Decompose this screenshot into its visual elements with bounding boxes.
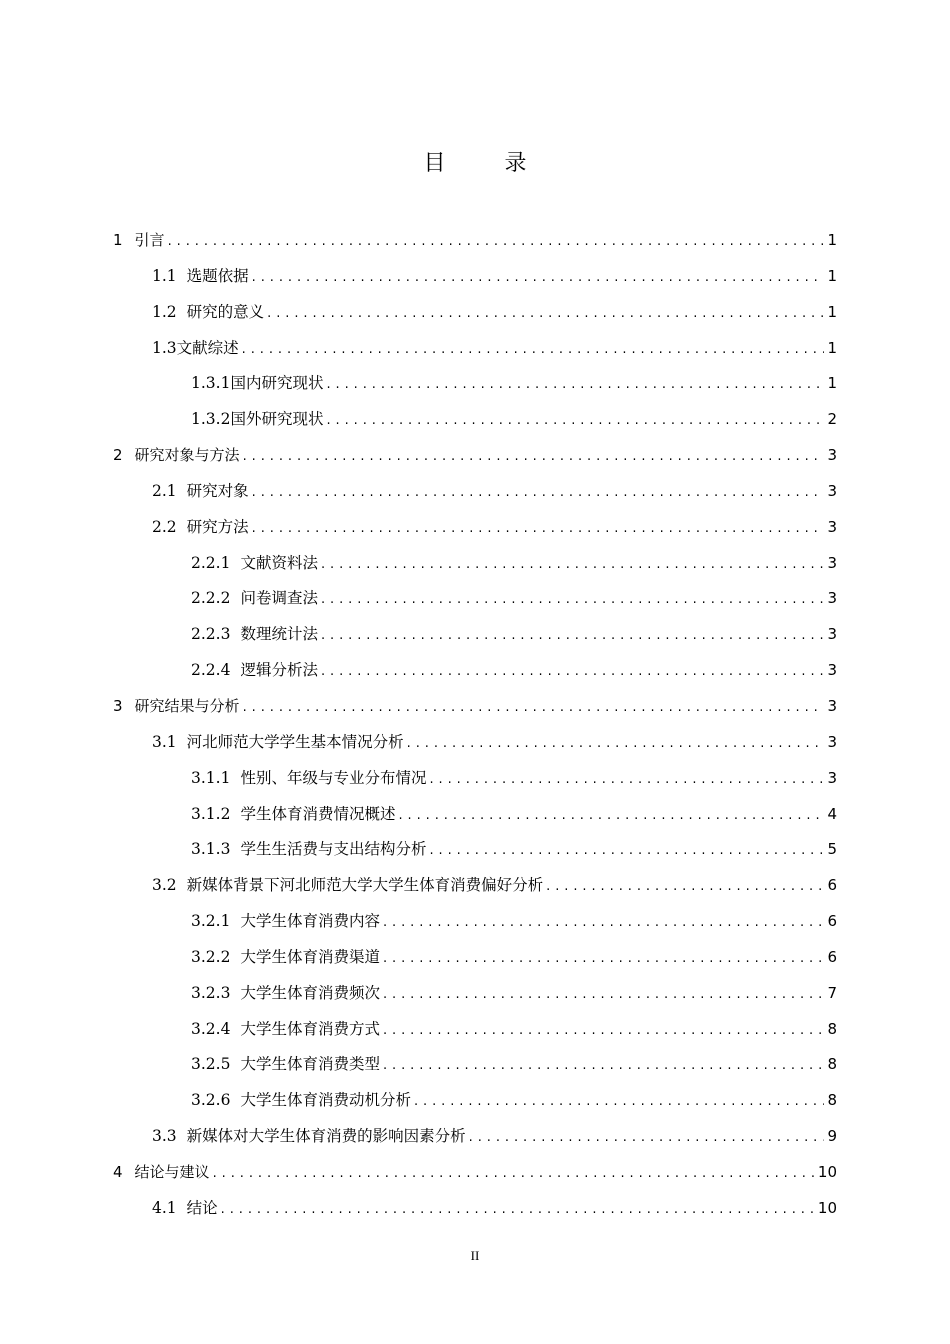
- toc-dot-leader: [252, 475, 825, 511]
- toc-dot-leader: [321, 547, 824, 583]
- toc-entry-number: 2.2.1: [191, 553, 231, 572]
- toc-dot-leader: [429, 762, 824, 798]
- toc-entry[interactable]: [113, 223, 837, 259]
- toc-entry-text: 大学生体育消费方式: [240, 1019, 380, 1038]
- toc-entry[interactable]: [113, 868, 837, 904]
- toc-entry-number: 3.1.3: [191, 840, 231, 859]
- toc-entry-text: 问卷调查法: [240, 589, 318, 608]
- toc-entry-number: 3.3: [152, 1127, 177, 1146]
- toc-entry-page: 3: [827, 481, 837, 500]
- toc-entry-label: [152, 259, 249, 295]
- toc-entry-number: 3.2.6: [191, 1091, 231, 1110]
- toc-entry-number: 4.1: [152, 1198, 177, 1217]
- toc-dot-leader: [383, 905, 824, 941]
- toc-dot-leader: [407, 726, 825, 762]
- toc-entry-label: [191, 940, 380, 976]
- toc-entry-page: 1: [827, 231, 837, 249]
- toc-entry-label: [191, 1012, 380, 1048]
- toc-dot-leader: [469, 1120, 825, 1156]
- toc-entry-page: 5: [827, 840, 837, 859]
- toc-dot-leader: [213, 1156, 815, 1192]
- toc-entry-page: 6: [827, 947, 837, 966]
- toc-entry[interactable]: [113, 546, 837, 582]
- toc-entry-number: 3.1.2: [191, 804, 231, 823]
- toc-entry-label: [191, 904, 380, 940]
- toc-entry-number: 3.2.3: [191, 983, 231, 1002]
- toc-entry-label: [152, 474, 249, 510]
- toc-entry-text: 结论与建议: [134, 1162, 210, 1181]
- toc-entry-text: 研究方法: [186, 517, 249, 536]
- toc-entry-text: 大学生体育消费渠道: [240, 947, 380, 966]
- toc-entry-label: [152, 725, 404, 761]
- toc-entry-number: 3.2.2: [191, 947, 231, 966]
- toc-entry-label: [191, 546, 318, 582]
- toc-dot-leader: [243, 439, 825, 475]
- toc-entry[interactable]: [113, 617, 837, 653]
- toc-dot-leader: [546, 869, 824, 905]
- toc-entry-page: 3: [827, 768, 837, 787]
- toc-entry-number: 1.3: [152, 338, 177, 357]
- toc-entry-label: [191, 617, 318, 653]
- toc-dot-leader: [321, 618, 824, 654]
- toc-entry-text: 新媒体对大学生体育消费的影响因素分析: [186, 1127, 466, 1146]
- toc-entry-text: 引言: [134, 231, 165, 249]
- toc-entry[interactable]: [113, 976, 837, 1012]
- toc-entry-page: 3: [827, 661, 837, 680]
- toc-entry-number: 1.3.1: [191, 374, 231, 393]
- toc-entry[interactable]: [113, 940, 837, 976]
- toc-entry-text: 数理统计法: [240, 625, 318, 644]
- toc-entry-number: 4: [113, 1162, 123, 1181]
- toc-entry-label: [152, 1191, 218, 1227]
- toc-entry-page: 6: [827, 912, 837, 931]
- toc-entry-page: 8: [827, 1055, 837, 1074]
- toc-entry-label: [191, 1047, 380, 1083]
- toc-entry-text: 河北师范大学学生基本情况分析: [186, 732, 404, 751]
- toc-entry-label: [191, 797, 395, 833]
- toc-entry[interactable]: [113, 510, 837, 546]
- toc-entry[interactable]: [113, 761, 837, 797]
- toc-entry[interactable]: [113, 904, 837, 940]
- toc-entry-number: 2.1: [152, 481, 177, 500]
- toc-entry-page: 8: [827, 1091, 837, 1110]
- toc-entry-label: [191, 976, 380, 1012]
- toc-entry-text: 学生生活费与支出结构分析: [240, 840, 427, 859]
- toc-entry-page: 10: [817, 1198, 837, 1217]
- toc-entry-number: 1.3.2: [191, 410, 231, 429]
- toc-entry-text: 文献综述: [176, 338, 239, 357]
- toc-entry-number: 3.2.5: [191, 1055, 231, 1074]
- toc-entry-page: 3: [827, 517, 837, 536]
- toc-entry-text: 大学生体育消费频次: [240, 983, 380, 1002]
- toc-dot-leader: [321, 582, 824, 618]
- toc-entry-text: 研究对象: [186, 481, 249, 500]
- toc-entry-number: 2.2.3: [191, 625, 231, 644]
- toc-entry-number: 3.2: [152, 876, 177, 895]
- toc-dot-leader: [326, 403, 824, 439]
- toc-entry-label: [152, 868, 543, 904]
- toc-dot-leader: [221, 1192, 815, 1228]
- toc-entry-page: 1: [827, 266, 837, 285]
- toc-entry-page: 3: [827, 696, 837, 715]
- table-of-contents: [113, 223, 837, 1227]
- toc-dot-leader: [429, 833, 824, 869]
- toc-entry-label: [191, 402, 323, 438]
- toc-entry[interactable]: [113, 474, 837, 510]
- toc-entry[interactable]: [113, 1047, 837, 1083]
- toc-entry-number: 3.1: [152, 732, 177, 751]
- toc-dot-leader: [267, 296, 824, 332]
- toc-entry-text: 性别、年级与专业分布情况: [240, 768, 427, 787]
- toc-entry-text: 研究的意义: [186, 302, 265, 321]
- toc-entry-label: [152, 1119, 466, 1155]
- toc-entry-label: [191, 832, 426, 868]
- toc-entry-number: 3.2.4: [191, 1019, 231, 1038]
- toc-entry-text: 逻辑分析法: [240, 661, 318, 680]
- toc-entry-page: 3: [827, 732, 837, 751]
- toc-entry-label: [152, 295, 264, 331]
- toc-dot-leader: [321, 654, 824, 690]
- page-title: 目 录: [423, 151, 553, 176]
- toc-entry-label: [191, 581, 318, 617]
- toc-entry-page: 3: [827, 553, 837, 572]
- toc-entry-text: 选题依据: [186, 266, 249, 285]
- toc-dot-leader: [383, 977, 824, 1013]
- toc-entry-text: 新媒体背景下河北师范大学大学生体育消费偏好分析: [186, 876, 544, 895]
- toc-entry-label: [113, 223, 165, 259]
- toc-entry[interactable]: [113, 331, 837, 367]
- toc-entry[interactable]: [113, 1119, 837, 1155]
- toc-entry-number: 1.2: [152, 302, 177, 321]
- toc-entry-label: [152, 510, 249, 546]
- toc-dot-leader: [168, 224, 825, 260]
- toc-entry-number: 3: [113, 696, 123, 715]
- toc-entry-number: 1: [113, 231, 123, 249]
- toc-dot-leader: [326, 367, 824, 403]
- toc-entry-text: 大学生体育消费动机分析: [240, 1091, 411, 1110]
- toc-entry-page: 6: [827, 876, 837, 895]
- toc-entry-page: 3: [827, 625, 837, 644]
- toc-entry-label: [113, 438, 240, 474]
- toc-entry-page: 3: [827, 589, 837, 608]
- toc-entry[interactable]: [113, 259, 837, 295]
- toc-dot-leader: [252, 511, 825, 547]
- toc-dot-leader: [383, 941, 824, 977]
- toc-entry[interactable]: [113, 1155, 837, 1191]
- page-number: II: [470, 1248, 480, 1263]
- toc-entry-page: 9: [827, 1127, 837, 1146]
- toc-entry-text: 学生体育消费情况概述: [240, 804, 396, 823]
- toc-dot-leader: [252, 260, 825, 296]
- toc-entry-number: 3.2.1: [191, 912, 231, 931]
- toc-entry-label: [191, 761, 426, 797]
- toc-entry-text: 国外研究现状: [230, 410, 324, 429]
- toc-entry-number: 3.1.1: [191, 768, 231, 787]
- toc-entry-page: 2: [827, 410, 837, 429]
- toc-entry[interactable]: [113, 1012, 837, 1048]
- toc-entry-text: 文献资料法: [240, 553, 318, 572]
- toc-entry-text: 研究结果与分析: [134, 696, 240, 715]
- toc-entry[interactable]: [113, 797, 837, 833]
- toc-entry-number: 2: [113, 446, 123, 465]
- toc-entry-text: 结论: [186, 1198, 218, 1217]
- toc-entry-number: 1.1: [152, 266, 177, 285]
- toc-dot-leader: [383, 1048, 824, 1084]
- toc-entry[interactable]: [113, 402, 837, 438]
- toc-dot-leader: [383, 1013, 824, 1049]
- toc-entry-page: 10: [817, 1162, 837, 1181]
- toc-dot-leader: [414, 1084, 824, 1120]
- toc-entry-page: 1: [827, 374, 837, 393]
- toc-entry-page: 1: [827, 338, 837, 357]
- toc-entry-label: [191, 1083, 411, 1119]
- toc-entry-page: 1: [827, 302, 837, 321]
- toc-entry-page: 4: [827, 804, 837, 823]
- toc-entry-number: 2.2.4: [191, 661, 231, 680]
- toc-entry[interactable]: [113, 653, 837, 689]
- toc-entry-page: 8: [827, 1019, 837, 1038]
- toc-entry-page: 7: [827, 983, 837, 1002]
- toc-dot-leader: [242, 332, 825, 368]
- toc-entry-label: [152, 331, 239, 367]
- toc-entry-number: 2.2: [152, 517, 177, 536]
- toc-entry-page: 3: [827, 446, 837, 465]
- toc-entry[interactable]: [113, 689, 837, 725]
- toc-entry[interactable]: [113, 438, 837, 474]
- toc-entry[interactable]: [113, 832, 837, 868]
- toc-entry[interactable]: [113, 295, 837, 331]
- toc-entry[interactable]: [113, 725, 837, 761]
- toc-dot-leader: [398, 798, 824, 834]
- toc-entry-text: 大学生体育消费内容: [240, 912, 380, 931]
- toc-entry-label: [191, 653, 318, 689]
- toc-entry-text: 研究对象与方法: [134, 446, 240, 465]
- toc-entry[interactable]: [113, 366, 837, 402]
- toc-entry[interactable]: [113, 1191, 837, 1227]
- toc-entry-label: [191, 366, 323, 402]
- toc-entry[interactable]: [113, 581, 837, 617]
- toc-entry-number: 2.2.2: [191, 589, 231, 608]
- toc-entry-label: [113, 1155, 210, 1191]
- toc-entry-label: [113, 689, 240, 725]
- toc-entry-text: 大学生体育消费类型: [240, 1055, 380, 1074]
- toc-entry[interactable]: [113, 1083, 837, 1119]
- toc-entry-text: 国内研究现状: [230, 374, 324, 393]
- toc-dot-leader: [243, 690, 825, 726]
